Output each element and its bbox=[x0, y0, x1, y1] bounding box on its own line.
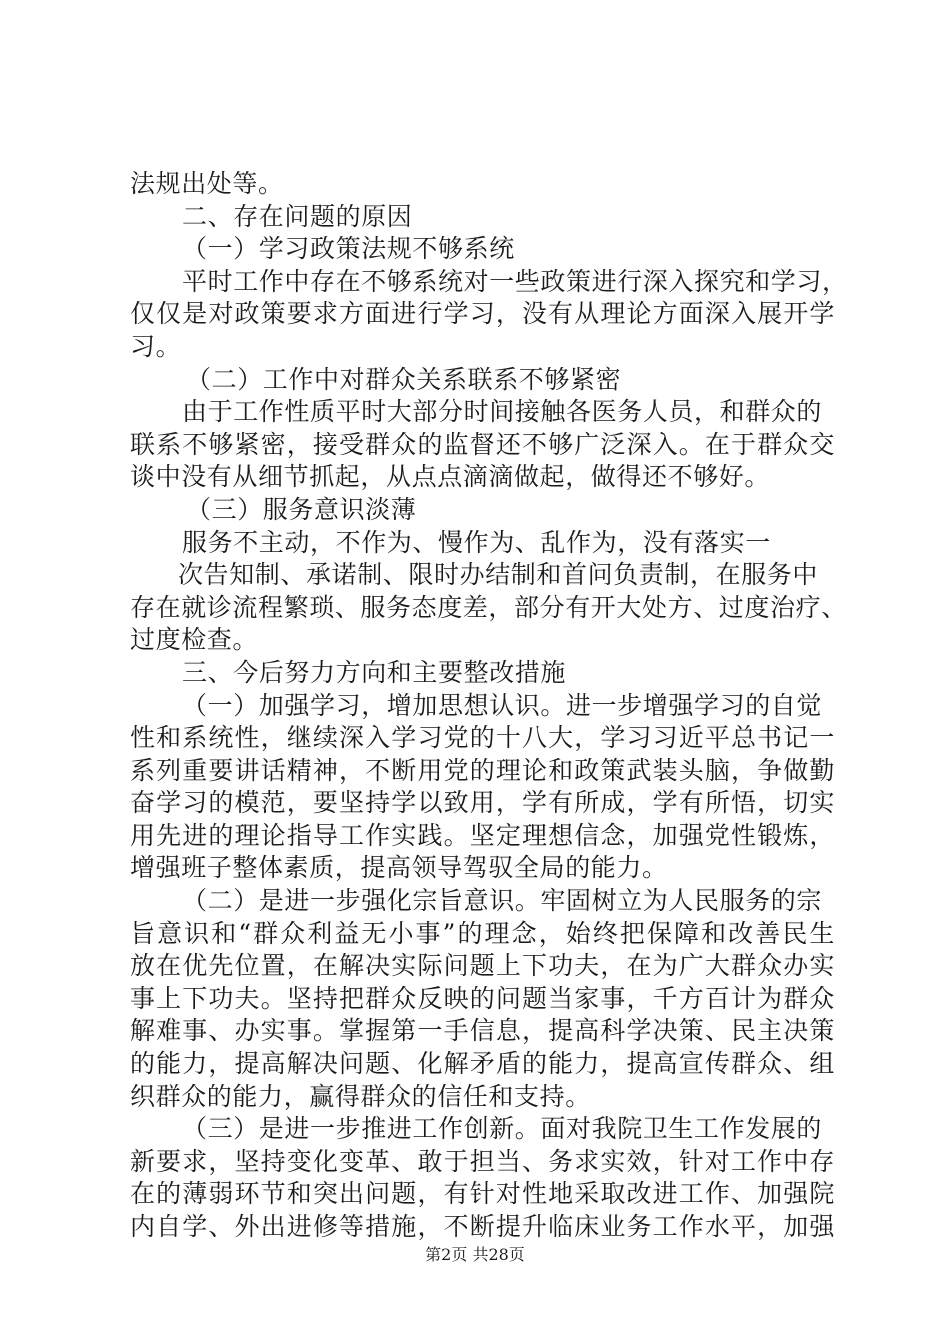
section-heading: 二、存在问题的原因 bbox=[182, 201, 413, 231]
section-heading: 三、今后努力方向和主要整改措施 bbox=[182, 657, 567, 687]
text-line: （三）是进一步推进工作创新。面对我院卫生工作发展的 bbox=[182, 1114, 823, 1144]
text-line: 新要求，坚持变化变革、敢于担当、务求实效，针对工作中存 bbox=[130, 1146, 835, 1176]
subsection-heading: （三）服务意识淡薄 bbox=[186, 494, 417, 524]
text-line: 仅仅是对政策要求方面进行学习，没有从理论方面深入展开学 bbox=[130, 299, 835, 329]
text-line: 由于工作性质平时大部分时间接触各医务人员，和群众的 bbox=[182, 397, 823, 427]
text-line: 事上下功夫。坚持把群众反映的问题当家事，千方百计为群众 bbox=[130, 983, 835, 1013]
page-number-footer: 第2页 共28页 bbox=[425, 1245, 525, 1264]
text-line: 用先进的理论指导工作实践。坚定理想信念，加强党性锻炼， bbox=[130, 820, 835, 850]
text-line: 在的薄弱环节和突出问题，有针对性地采取改进工作、加强院 bbox=[130, 1179, 835, 1209]
text-line: 系列重要讲话精神，不断用党的理论和政策武装头脑，争做勤 bbox=[130, 755, 835, 785]
text-line: 过度检查。 bbox=[130, 625, 259, 655]
text-line: 谈中没有从细节抓起，从点点滴滴做起，做得还不够好。 bbox=[130, 462, 771, 492]
document-body bbox=[130, 168, 848, 1244]
text-line: 存在就诊流程繁琐、服务态度差，部分有开大处方、过度治疗、 bbox=[130, 592, 847, 622]
text-line: （一）加强学习，增加思想认识。进一步增强学习的自觉 bbox=[182, 690, 823, 720]
subsection-heading: （二）工作中对群众关系联系不够紧密 bbox=[186, 364, 622, 394]
text-line: 奋学习的模范，要坚持学以致用，学有所成，学有所悟，切实 bbox=[130, 788, 835, 818]
text-line: 平时工作中存在不够系统对一些政策进行深入探究和学习， bbox=[182, 266, 848, 296]
text-line: 内自学、外出进修等措施，不断提升临床业务工作水平，加强 bbox=[130, 1212, 835, 1241]
text-line: 习。 bbox=[130, 331, 182, 361]
text-line: 联系不够紧密，接受群众的监督还不够广泛深入。在于群众交 bbox=[130, 429, 835, 459]
text-line: 次告知制、承诺制、限时办结制和首问负责制，在服务中 bbox=[178, 560, 819, 590]
text-line: 放在优先位置，在解决实际问题上下功夫，在为广大群众办实 bbox=[130, 951, 835, 981]
text-line: 增强班子整体素质，提高领导驾驭全局的能力。 bbox=[130, 853, 668, 883]
text-line: 旨意识和“群众利益无小事”的理念，始终把保障和改善民生 bbox=[130, 918, 835, 948]
text-line: （二）是进一步强化宗旨意识。牢固树立为人民服务的宗 bbox=[182, 886, 823, 916]
text-line: 服务不主动，不作为、慢作为、乱作为，没有落实一 bbox=[182, 527, 771, 557]
text-line: 的能力，提高解决问题、化解矛盾的能力，提高宣传群众、组 bbox=[130, 1049, 835, 1079]
subsection-heading: （一）学习政策法规不够系统 bbox=[182, 234, 515, 264]
text-line: 法规出处等。 bbox=[130, 169, 284, 198]
text-line: 解难事、办实事。掌握第一手信息，提高科学决策、民主决策 bbox=[130, 1016, 835, 1046]
text-line: 性和系统性，继续深入学习党的十八大，学习习近平总书记一 bbox=[130, 723, 835, 753]
text-line: 织群众的能力，赢得群众的信任和支持。 bbox=[130, 1081, 591, 1111]
